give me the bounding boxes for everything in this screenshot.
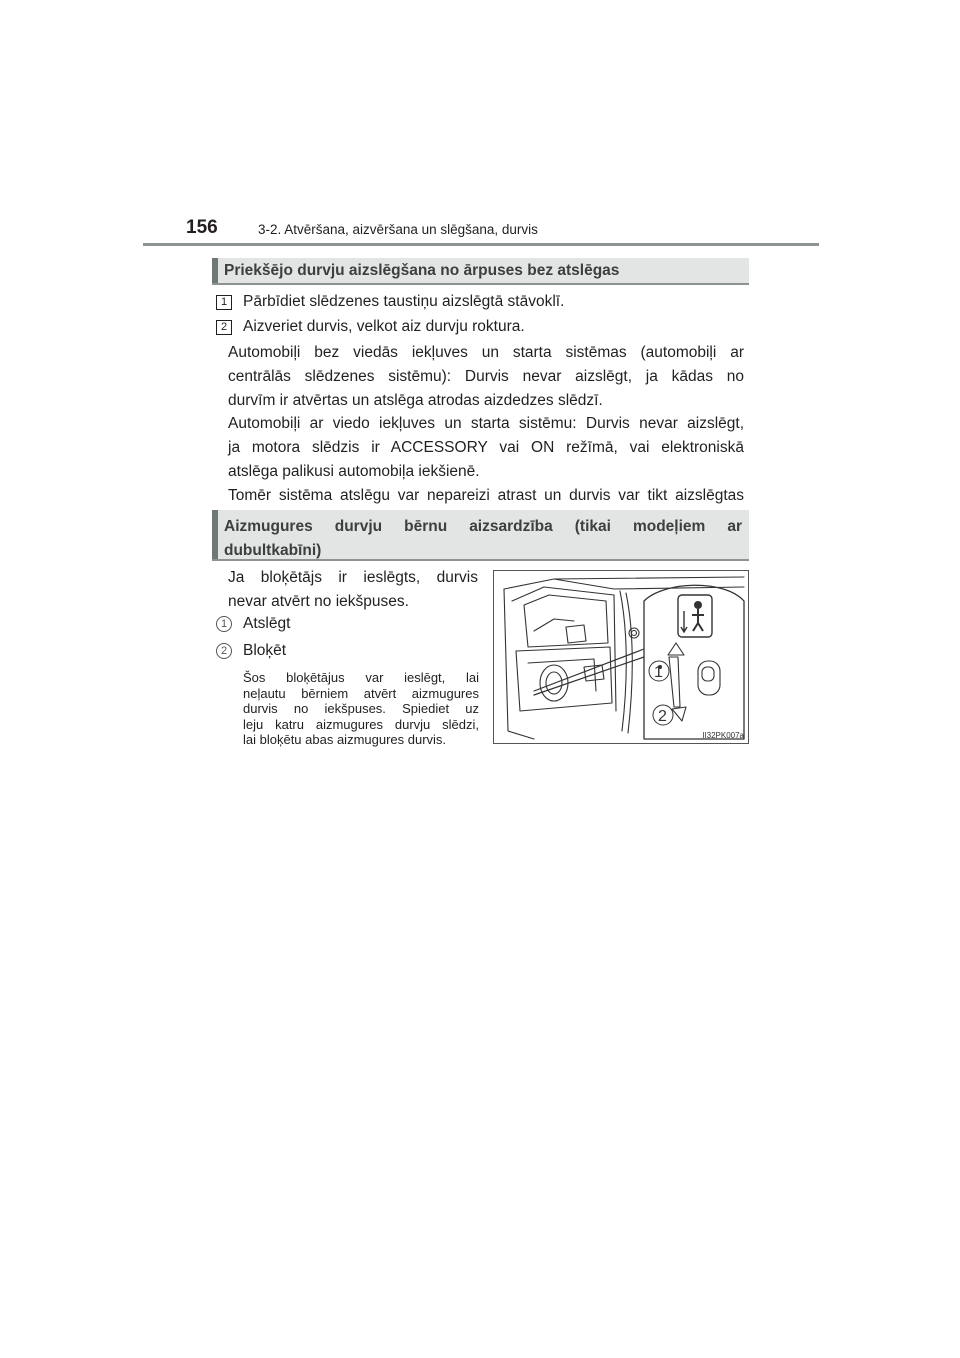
step-text-2: Aizveriet durvis, velkot aiz durvju roktura. (243, 318, 525, 335)
step-number-2: 2 (216, 320, 232, 335)
paragraph-line: centrālās slēdzenes sistēmu): Durvis nevar aizslēgt, ja kādas no (228, 368, 744, 385)
item-number-1: 1 (216, 616, 232, 632)
callout-2: 2 (658, 708, 667, 725)
paragraph-line: Automobiļi ar viedo iekļuves un starta sistēmu: Durvis nevar aizslēgt, (228, 415, 744, 432)
intro-line: nevar atvērt no iekšpuses. (228, 593, 409, 610)
heading-line-1: Aizmugures durvju bērnu aizsardzība (tikai modeļiem ar (224, 518, 742, 535)
child-lock-note (243, 670, 479, 748)
note-line: leju katru aizmugures durvju slēdzi, (243, 716, 479, 732)
note-line: Šos bloķētājus var ieslēgt, lai (243, 670, 479, 685)
paragraph-line: atslēga palikusi automobiļa iekšienē. (228, 463, 480, 480)
figure-code: II32PK007a (702, 731, 744, 740)
paragraph-smart-entry (228, 412, 744, 508)
section-heading-front-door (212, 258, 749, 285)
callout-1: 1 (654, 664, 663, 681)
item-number-2: 2 (216, 643, 232, 659)
paragraph-line: Tomēr sistēma atslēgu var nepareizi atrast un durvis var tikt aizslēgtas (228, 487, 744, 504)
heading-text (224, 515, 742, 563)
header-rule (143, 243, 819, 246)
child-lock-intro (228, 566, 478, 614)
paragraph-no-smart-entry (228, 341, 744, 413)
door-drawing (494, 571, 748, 743)
section-heading-child-lock (212, 510, 749, 561)
note-line: durvis no iekšpuses. Spiediet uz (243, 701, 479, 716)
intro-line: Ja bloķētājs ir ieslēgts, durvis (228, 569, 478, 586)
note-line: neļautu bērniem atvērt aizmugures (243, 685, 479, 701)
note-line: lai bloķētu abas aizmugures durvis. (243, 732, 447, 747)
step-text-1: Pārbīdiet slēdzenes taustiņu aizslēgtā stāvoklī. (243, 293, 565, 310)
section-title: 3-2. Atvēršana, aizvēršana un slēgšana, durvis (258, 222, 538, 237)
page-number: 156 (186, 217, 218, 238)
paragraph-line: Automobiļi bez viedās iekļuves un starta sistēmas (automobiļi ar (228, 344, 744, 361)
item-text-lock: Bloķēt (243, 642, 287, 659)
item-text-unlock: Atslēgt (243, 615, 291, 632)
step-number-1: 1 (216, 295, 232, 310)
heading-line-2: dubultkabīni) (224, 542, 322, 559)
paragraph-line: ja motora slēdzis ir ACCESSORY vai ON režīmā, vai elektroniskā (228, 439, 744, 456)
heading-text: Priekšējo durvju aizslēgšana no ārpuses bez atslēgas (224, 262, 620, 279)
child-lock-illustration (493, 570, 749, 744)
paragraph-line: durvīm ir atvērtas un atslēga atrodas aizdedzes slēdzī. (228, 392, 603, 409)
child-lock-sticker-icon (678, 595, 712, 637)
